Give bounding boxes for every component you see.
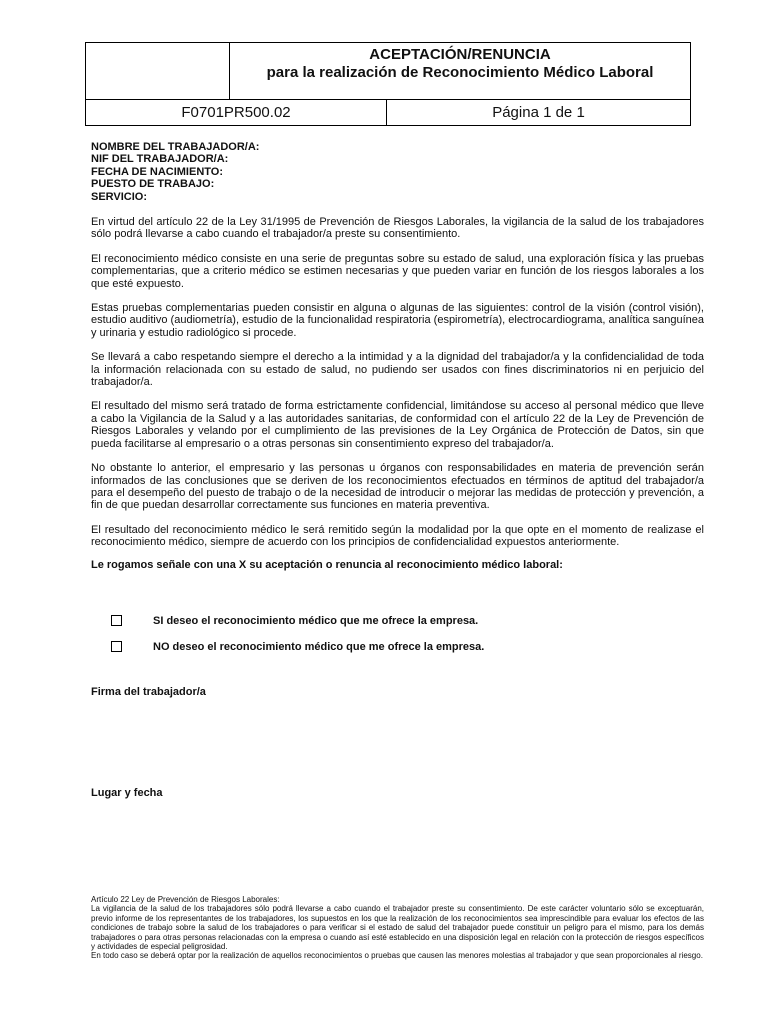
decline-label: NO deseo el reconocimiento médico que me ofrece la empresa.: [153, 641, 485, 653]
field-birth-date: FECHA DE NACIMIENTO:: [91, 165, 223, 178]
footnote: [91, 895, 704, 961]
paragraph: Se llevará a cabo respetando siempre el derecho a la intimidad y a la dignidad del trabajador/a y la confidencialidad de toda la información relacionada con su estado de salud, no pudiendo ser usados con fines discriminatorios ni en perjuicio del trabajador/a.: [91, 351, 704, 389]
title-line-2: para la realización de Reconocimiento Médico Laboral: [266, 64, 654, 81]
footnote-text: La vigilancia de la salud de los trabajadores sólo podrá llevarse a cabo cuando el trabajador preste su consentimiento. De este carácter voluntario sólo se exceptuarán, previo informe de los representantes de los trabajadores, los supuestos en los que la realización de los reconocimientos sea imprescindible para evaluar los efectos de las condiciones de trabajo sobre la salud de los trabajadores o para verificar si el estado de salud del trabajador puede constituir un peligro para el mismo, para los demás trabajadores o para otras personas relacionadas con la empresa o cuando así esté establecido en una disposición legal en relación con la protección de riesgos específicos y actividades de especial peligrosidad.: [91, 904, 704, 952]
footnote-title: Artículo 22 Ley de Prevención de Riesgos Laborales:: [91, 895, 280, 904]
paragraph: El resultado del mismo será tratado de forma estrictamente confidencial, limitándose su acceso al personal médico que lleve a cabo la Vigilancia de la Salud y a las autoridades sanitarias, de conformidad con el artículo 22 de la Ley de Prevención de Riesgos Laborales y velando por el cumplimiento de las previsiones de la Ley Orgánica de Protección de Datos, sin que pueda facilitarse al empresario o a otras personas sin consentimiento expreso del trabajador/a.: [91, 400, 704, 450]
accept-checkbox[interactable]: [111, 615, 122, 626]
place-date-label: Lugar y fecha: [91, 787, 163, 799]
title-line-1: ACEPTACIÓN/RENUNCIA: [369, 46, 551, 63]
decline-checkbox[interactable]: [111, 641, 122, 652]
paragraph: No obstante lo anterior, el empresario y las personas u órganos con responsabilidades en materia de prevención serán informados de las conclusiones que se deriven de los reconocimientos efectuados en términos de aptitud del trabajador/a para el desempeño del puesto de trabajo o de la necesidad de introducir o mejorar las medidas de protección y prevención, a fin de que puedan desarrollar correctamente sus funciones en materia preventiva.: [91, 462, 704, 512]
form-code: F0701PR500.02: [86, 100, 387, 126]
footnote-text: En todo caso se deberá optar por la realización de aquellos reconocimientos o pruebas que causen las menores molestias al trabajador y que sean proporcionales al riesgo.: [91, 951, 703, 961]
signature-label: Firma del trabajador/a: [91, 686, 206, 698]
paragraph: Estas pruebas complementarias pueden consistir en alguna o algunas de las siguientes: control de la visión (control visión), estudio auditivo (audiometría), estudio de la funcionalidad respiratoria (espirometría), electrocardiograma, analítica sanguínea y urinaria y estudio radiológico si procede.: [91, 302, 704, 339]
field-service: SERVICIO:: [91, 190, 148, 203]
header-table: [85, 42, 691, 126]
consent-question: Le rogamos señale con una X su aceptación o renuncia al reconocimiento médico laboral:: [91, 558, 563, 571]
paragraph: El resultado del reconocimiento médico le será remitido según la modalidad por la que opte en el momento de realizase el reconocimiento médico, siempre de acuerdo con los principios de confidencialidad expuestos anteriormente.: [91, 523, 704, 549]
header-info-row: [86, 100, 690, 126]
paragraph: El reconocimiento médico consiste en una serie de preguntas sobre su estado de salud, una exploración física y las pruebas complementarias, que a criterio médico se estimen necesarias y que pueden variar en función de los riesgos laborales a los que esté expuesto.: [91, 252, 704, 290]
logo-cell: [86, 43, 230, 99]
document-title: [230, 43, 690, 99]
header-title-row: [86, 43, 690, 100]
body-text: [91, 216, 704, 583]
field-worker-name: NOMBRE DEL TRABAJADOR/A:: [91, 141, 260, 153]
paragraph: En virtud del artículo 22 de la Ley 31/1995 de Prevención de Riesgos Laborales, la vigilancia de la salud de los trabajadores sólo podrá llevarse a cabo cuando el trabajador/a preste su consentimiento.: [91, 216, 704, 241]
accept-label: SI deseo el reconocimiento médico que me ofrece la empresa.: [153, 615, 479, 627]
worker-fields: [91, 141, 711, 203]
field-worker-nif: NIF DEL TRABAJADOR/A:: [91, 153, 229, 166]
page-number: Página 1 de 1: [492, 104, 585, 121]
field-job-position: PUESTO DE TRABAJO:: [91, 178, 215, 191]
